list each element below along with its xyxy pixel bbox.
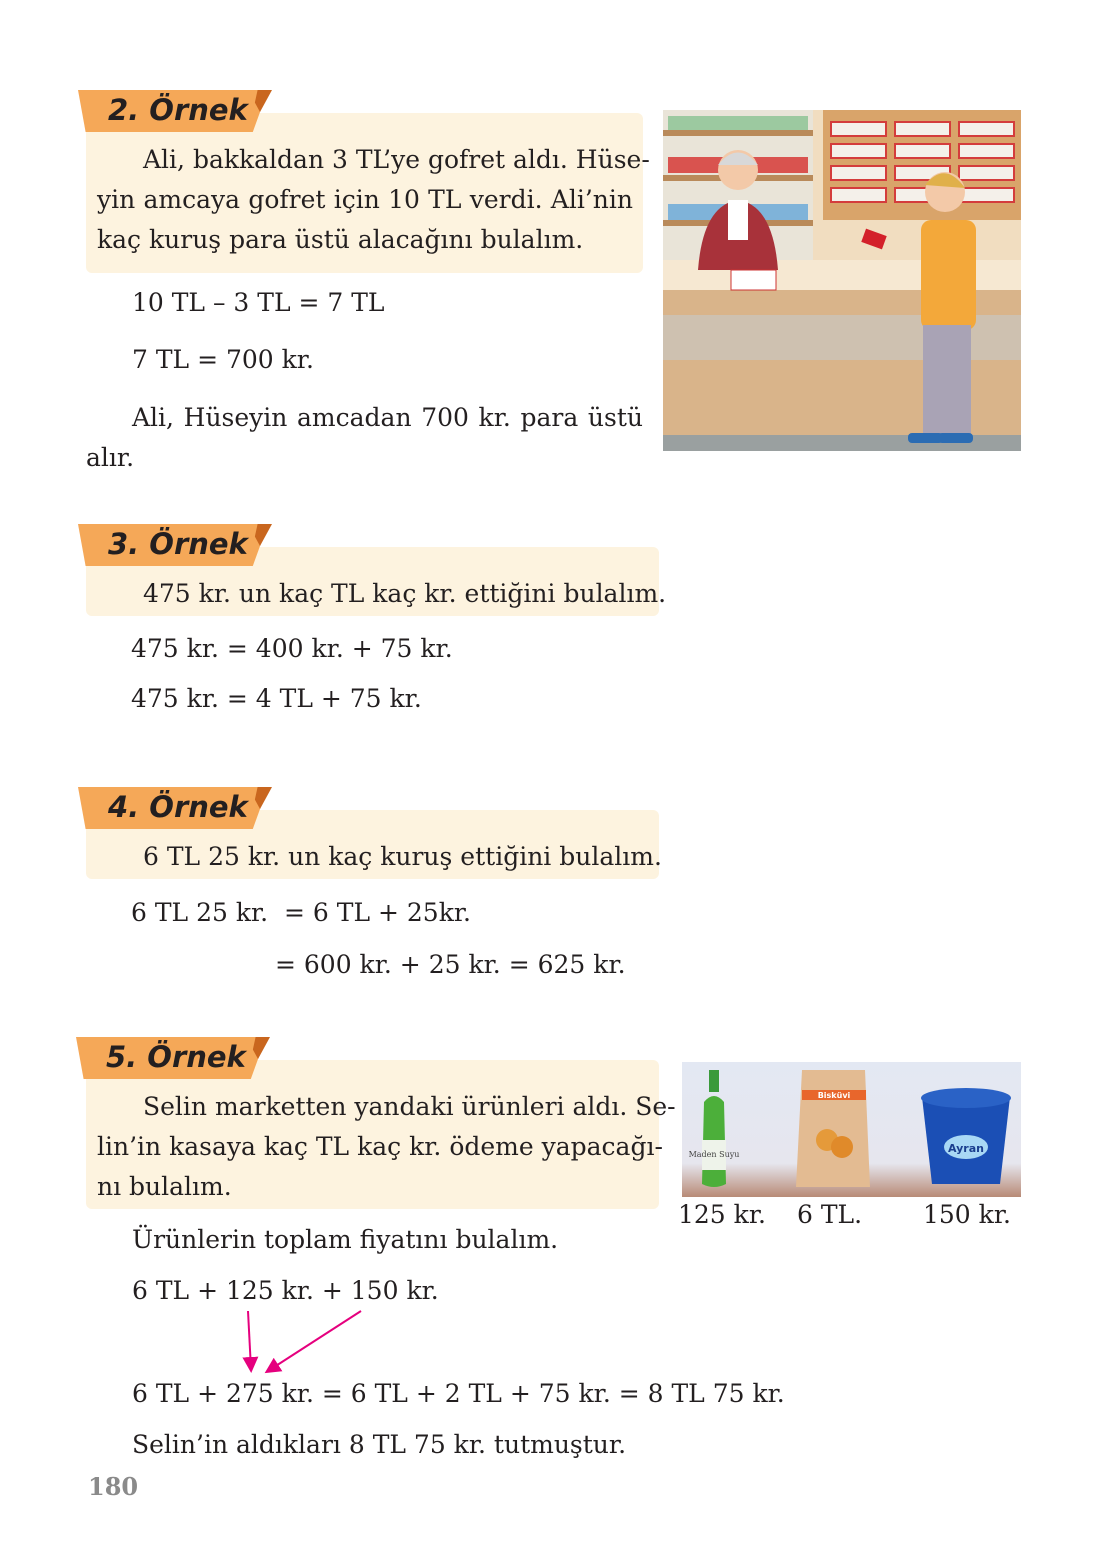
page-number: 180 bbox=[88, 1472, 139, 1501]
example-2-tab bbox=[78, 90, 273, 136]
ayran-cup-icon bbox=[921, 1088, 1011, 1184]
solution-line: 475 kr. = 4 TL + 75 kr. bbox=[131, 684, 422, 713]
price-maden-suyu: 125 kr. bbox=[678, 1200, 766, 1229]
example-title: 3. Örnek bbox=[108, 527, 248, 561]
solution-line: Ali, Hüseyin amcadan 700 kr. para üstü bbox=[132, 403, 643, 432]
solution-line: 475 kr. = 400 kr. + 75 kr. bbox=[131, 634, 453, 663]
svg-text:Maden Suyu: Maden Suyu bbox=[688, 1150, 740, 1159]
example-3-tab bbox=[78, 524, 273, 570]
example-title: 4. Örnek bbox=[108, 790, 248, 824]
problem-line: yin amcaya gofret için 10 TL verdi. Ali’nin bbox=[97, 185, 633, 214]
problem-line: lin’in kasaya kaç TL kaç kr. ödeme yapacağı- bbox=[97, 1132, 663, 1161]
solution-line: 6 TL 25 kr. = 6 TL + 25kr. bbox=[131, 898, 472, 927]
problem-line: Selin marketten yandaki ürünleri aldı. Se- bbox=[143, 1092, 676, 1121]
solution-line: Ürünlerin toplam fiyatını bulalım. bbox=[132, 1225, 559, 1254]
solution-line: 6 TL + 275 kr. = 6 TL + 2 TL + 75 kr. = 8 TL 75 kr. bbox=[132, 1379, 785, 1408]
solution-line: Selin’in aldıkları 8 TL 75 kr. tutmuştur. bbox=[132, 1430, 627, 1459]
example-title: 5. Örnek bbox=[106, 1040, 246, 1074]
problem-line: kaç kuruş para üstü alacağını bulalım. bbox=[97, 225, 584, 254]
problem-line: 475 kr. un kaç TL kaç kr. ettiğini bulalım. bbox=[143, 579, 667, 608]
problem-line: Ali, bakkaldan 3 TL’ye gofret aldı. Hüse- bbox=[143, 145, 650, 174]
solution-line: 7 TL = 700 kr. bbox=[132, 345, 314, 374]
problem-line: nı bulalım. bbox=[97, 1172, 232, 1201]
arrow-icon bbox=[268, 1311, 361, 1371]
solution-line: 10 TL – 3 TL = 7 TL bbox=[132, 288, 385, 317]
example-title: 2. Örnek bbox=[108, 93, 248, 127]
price-ayran: 150 kr. bbox=[923, 1200, 1011, 1229]
sum-arrows bbox=[230, 1305, 380, 1380]
price-biskuvi: 6 TL. bbox=[797, 1200, 863, 1229]
solution-line: alır. bbox=[86, 443, 135, 472]
svg-text:Bisküvi: Bisküvi bbox=[817, 1091, 851, 1100]
solution-line: 6 TL + 125 kr. + 150 kr. bbox=[132, 1276, 439, 1305]
svg-text:Ayran: Ayran bbox=[948, 1142, 984, 1155]
problem-line: 6 TL 25 kr. un kaç kuruş ettiğini bulalım. bbox=[143, 842, 662, 871]
solution-line: = 600 kr. + 25 kr. = 625 kr. bbox=[275, 950, 626, 979]
products-image bbox=[682, 1062, 1021, 1197]
biskuvi-bag-icon bbox=[796, 1070, 870, 1187]
arrow-icon bbox=[248, 1311, 251, 1369]
example-5-tab bbox=[76, 1037, 271, 1083]
shop-illustration bbox=[663, 110, 1021, 451]
example-4-tab bbox=[78, 787, 273, 833]
